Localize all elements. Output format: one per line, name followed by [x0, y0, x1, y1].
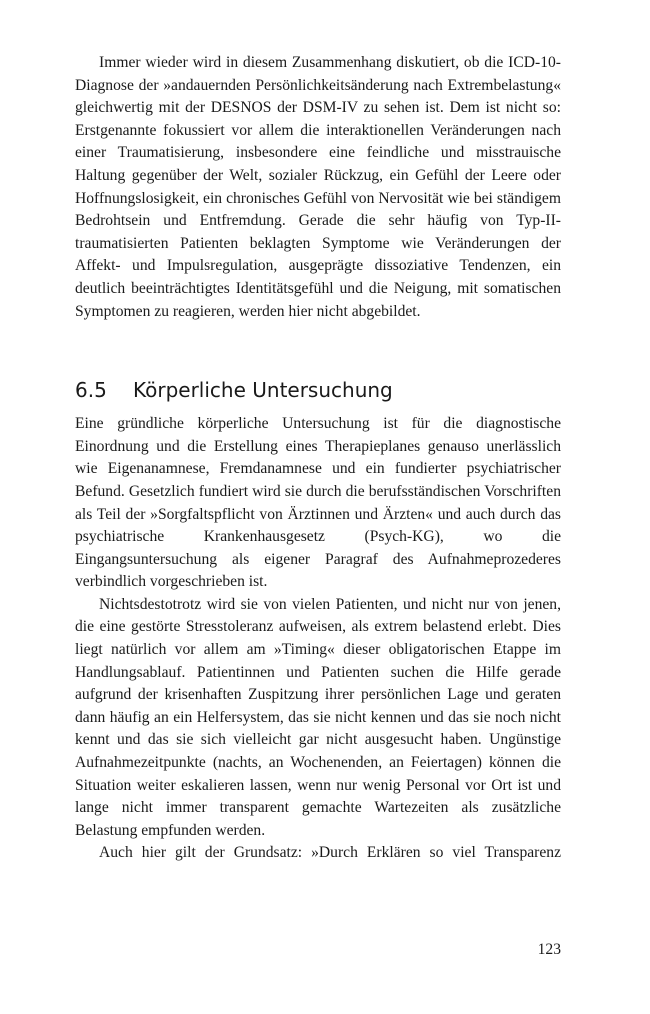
paragraph-3: Auch hier gilt der Grundsatz: »Durch Erklären so viel Transparenz [99, 844, 561, 862]
paragraph-1: Eine gründliche körperliche Untersuchung ist für die diagnostische Einordnung und die Erstellung eines Therapieplanes genauso unerlässlich wie Eigenanamnese, Fremdanamnese und ein fundierter psychiatrischer Befund. Gesetzlich fundiert wird sie durch die berufsständischen Vorschriften als Teil der »Sorgfaltspflicht von Ärztinnen und Ärzten« und auch durch das psychiatrische Krankenhausgesetz (Psych-KG), wo die Eingangsuntersuchung als eigener Paragraf des Aufnahmeprozederes verbindlich vorgeschrieben ist. [75, 415, 561, 591]
paragraph-intro: Immer wieder wird in diesem Zusammenhang diskutiert, ob die ICD-10-Diagnose der »andauernden Persönlichkeitsänderung nach Extrembelastung« gleichwertig mit der DESNOS der DSM-IV zu sehen ist. Dem ist nicht so: Erstgenannte fokussiert vor allem die interaktionellen Veränderungen nach einer Traumatisierung, insbesondere eine feindliche und misstrauische Haltung gegenüber der Welt, sozialer Rückzug, ein Gefühl der Leere oder Hoffnungslosigkeit, ein chronisches Gefühl von Nervosität wie bei ständigem Bedrohtsein und Entfremdung. Gerade die sehr häufig von Typ-II-traumatisierten Patienten beklagten Symptome wie Veränderungen der Affekt- und Impulsregulation, ausgeprägte dissoziative Tendenzen, ein deutlich beeinträchtigtes Identitätsgefühl und die Neigung, mit somatischen Symptomen zu reagieren, werden hier nicht abgebildet. [75, 54, 561, 320]
section-title: Körperliche Untersuchung [133, 378, 393, 403]
book-page [75, 52, 561, 865]
section-heading [75, 377, 561, 403]
section-number: 6.5 [75, 378, 107, 403]
page-number: 123 [537, 941, 561, 958]
paragraph-2: Nichtsdestotrotz wird sie von vielen Patienten, und nicht nur von jenen, die eine gestörte Stresstoleranz aufweisen, als extrem belastend erlebt. Dies liegt natürlich vor allem am »Timing« dieser obligatorischen Etappe im Handlungsablauf. Patientinnen und Patienten suchen die Hilfe gerade aufgrund der krisenhaften Zuspitzung ihrer persönlichen Lage und geraten dann häufig an ein Helfersystem, das sie nicht kennen und das sie noch nicht kennt und das sie sich vielleicht gar nicht ausgesucht haben. Ungünstige Aufnahmezeitpunkte (nachts, an Wochenenden, an Feiertagen) können die Situation weiter eskalieren lassen, wenn nur wenig Personal vor Ort ist und lange nicht immer transparent gemachte Wartezeiten als zusätzliche Belastung empfunden werden. [75, 595, 561, 839]
